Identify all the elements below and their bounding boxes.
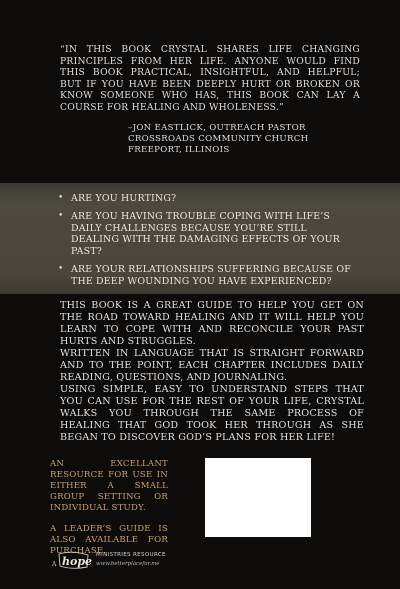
resource-line: A LEADER’S GUIDE IS ALSO AVAILABLE FOR PURCHASE. [50,524,168,556]
description-paragraph: THIS BOOK IS A GREAT GUIDE TO HELP YOU GET ON THE ROAD TOWARD HEALING AND IT WILL HELP YOU LEARN TO COPE WITH AND RECONCILE YOUR PAST HURTS AND STRUGGLES. [60,300,364,347]
resource-line: AN EXCELLANT RESOURCE FOR USE IN EITHER A SMALL GROUP SETTING OR INDIVIDUAL STUDY. [50,459,168,513]
question-text: ARE YOU HAVING TROUBLE COPING WITH LIFE’S DAILY CHALLENGES BECAUSE YOU’RE STILL DEALING WITH THE DAMAGING EFFECTS OF YOUR PAST? [71,210,340,258]
question-text: ARE YOU HURTING? [71,193,177,204]
bullet-icon: • [58,193,64,203]
barcode-area [205,458,311,537]
attribution-line: –JON EASTLICK, OUTREACH PASTOR [128,122,306,133]
question-item [58,264,358,288]
logo-label: MINISTRIES RESOURCE [96,552,166,558]
attribution-line: CROSSROADS COMMUNITY CHURCH [128,133,309,144]
bullet-icon: • [58,263,64,274]
publisher-logo [52,548,212,574]
endorsement-attribution [128,123,360,156]
description-paragraph: USING SIMPLE, EASY TO UNDERSTAND STEPS THAT YOU CAN USE FOR THE REST OF YOUR LIFE, CRYSTAL WALKS YOU THROUGH THE SAME PROCESS OF HEALING THAT GOD TOOK HER THROUGH AS SHE BEGAN TO DISCOVER GOD’S PLANS FOR HER LIFE! [60,384,364,443]
questions-band [0,183,400,294]
question-item [58,211,358,258]
logo-url: www.betterplacefor.me [96,561,160,567]
endorsement [60,44,360,156]
description [60,300,364,444]
logo-prefix: A [52,561,57,568]
question-list [58,193,358,294]
description-paragraph: WRITTEN IN LANGUAGE THAT IS STRAIGHT FORWARD AND TO THE POINT, EACH CHAPTER INCLUDES DAILY READING, QUESTIONS, AND JOURNALING. [60,348,364,383]
hope-logo-icon [52,550,94,570]
endorsement-quote: “IN THIS BOOK CRYSTAL SHARES LIFE CHANGING PRINCIPLES FROM HER LIFE. ANYONE WOULD FIND THIS BOOK PRACTICAL, INSIGHTFUL, AND HELPFUL; BUT IF YOU HAVE BEEN DEEPLY HURT OR BROKEN OR KNOW SOMEONE WHO HAS, THIS BOOK CAN LAY A COURSE FOR HEALING AND WHOLENESS.” [60,44,360,113]
question-text: ARE YOUR RELATIONSHIPS SUFFERING BECAUSE OF THE DEEP WOUNDING YOU HAVE EXPERIENCED? [71,263,351,287]
bullet-icon: • [58,210,64,221]
question-item [58,193,358,205]
resource-note [50,459,168,557]
attribution-line: FREEPORT, ILLINOIS [128,144,230,155]
logo-brand: hope [62,555,93,568]
